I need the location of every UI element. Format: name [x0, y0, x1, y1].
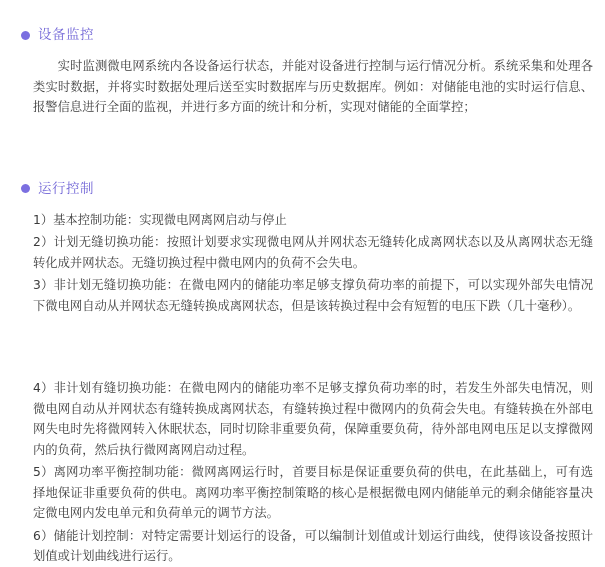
paragraph: 2）计划无缝切换功能：按照计划要求实现微电网从并网状态无缝转化成离网状态以及从离网状态无缝转化成并网状态。无缝切换过程中微电网内的负荷不会失电。 [33, 235, 593, 270]
section-heading-operation-control [0, 180, 605, 198]
section-heading-label: 设备监控 [38, 27, 94, 43]
spacer [0, 44, 605, 56]
paragraph: 1）基本控制功能：实现微电网离网启动与停止 [33, 212, 287, 227]
paragraph: 实时监测微电网系统内各设备运行状态，并能对设备进行控制与运行情况分析。系统采集和处理各类实时数据，并将实时数据处理后送至实时数据库与历史数据库。例如：对储能电池的实时运行信息、报警信息进行全面的监视，并进行多方面的统计和分析，实现对储能的全面掌控； [33, 59, 593, 114]
section-heading-label: 运行控制 [38, 180, 94, 197]
paragraph: 6）储能计划控制：对特定需要计划运行的设备，可以编制计划值或计划运行曲线，使得该设备按照计划值或计划曲线进行运行。 [33, 528, 593, 563]
top-spacer [0, 0, 605, 26]
paragraph: 5）离网功率平衡控制功能：微网离网运行时，首要目标是保证重要负荷的供电，在此基础上，可有选择地保证非重要负荷的供电。离网功率平衡控制策略的核心是根据微电网内储能单元的剩余储能容量决定微电网内发电单元和负荷单元的调节方法。 [33, 465, 593, 520]
paragraph: 3）非计划无缝切换功能：在微电网内的储能功率足够支撑负荷功率的前提下，可以实现外部失电情况下微电网自动从并网状态无缝转换成离网状态，但是该转换过程中会有短暂的电压下跌（几十毫秒）。 [33, 278, 593, 313]
spacer-large [0, 316, 605, 378]
bullet-dot-icon [21, 184, 30, 193]
bullet-dot-icon [21, 31, 30, 40]
paragraph: 4）非计划有缝切换功能：在微电网内的储能功率不足够支撑负荷功率的时，若发生外部失电情况，则微电网自动从并网状态有缝转换成离网状态，有缝转换过程中微网内的负荷会失电。有缝转换在外部电网失电时先将微网转入休眠状态，同时切除非重要负荷，保障重要负荷，待外部电网电压足以支撑微网内的负荷，然后执行微网离网启动过程。 [33, 381, 593, 457]
section-heading-equipment-monitoring [0, 26, 605, 44]
spacer-large [0, 118, 605, 180]
spacer [0, 198, 605, 210]
